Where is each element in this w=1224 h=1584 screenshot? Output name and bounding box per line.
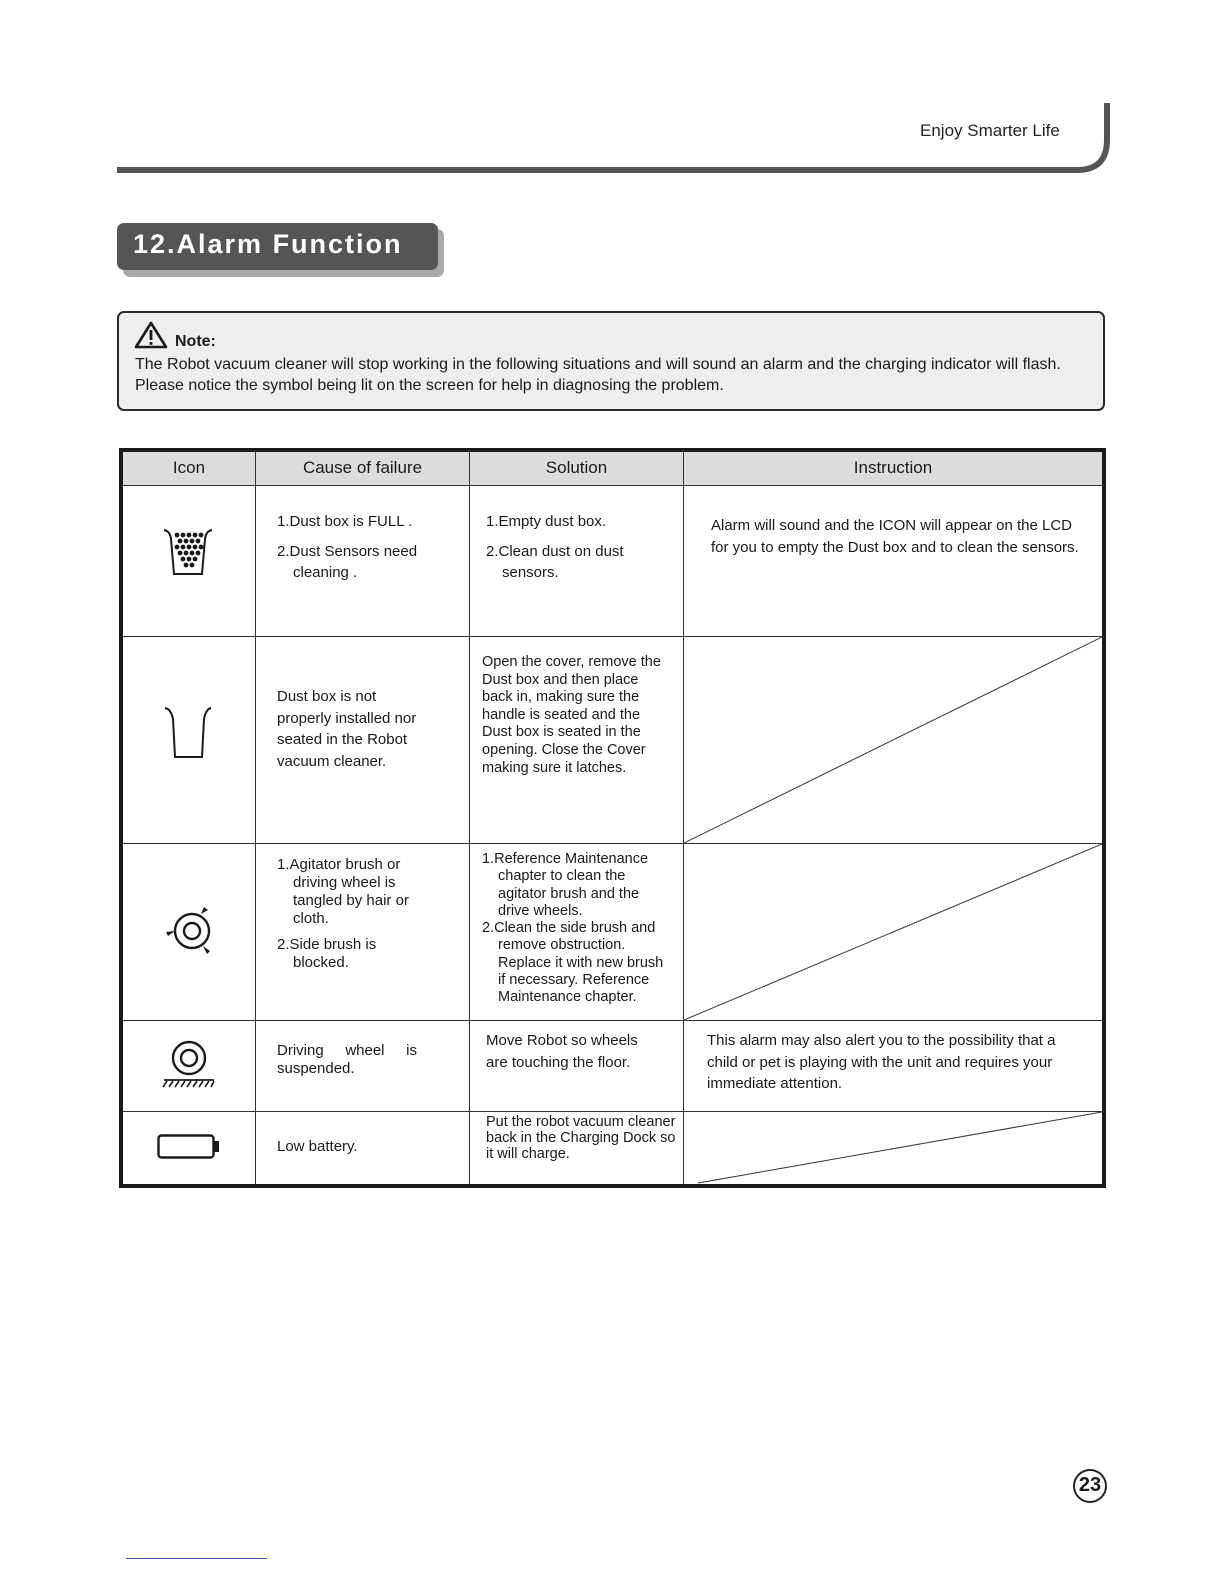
brush-blocked-icon [163,905,215,957]
solution-line: if necessary. Reference [498,972,650,989]
row1-cause [277,511,457,583]
cause-line: blocked. [293,954,349,971]
header-solution: Solution [470,452,683,485]
cause-line: 2.Dust Sensors need [277,543,418,560]
solution-line: agitator brush and the [498,885,640,902]
row4-solution: Move Robot so wheels are touching the floor. [486,1032,638,1071]
row2-solution: Open the cover, remove the Dust box and then place back in, making sure the handle is seated and the Dust box is seated in the opening. Close the Cover making sure it latches. [482,654,661,776]
column-divider [469,452,470,1184]
row5-solution: Put the robot vacuum cleaner back in the Charging Dock so it will charge. [486,1114,676,1162]
warning-icon [134,321,168,349]
solution-line: 2.Clean the side brush and [482,920,656,937]
solution-line: Replace it with new brush [498,954,664,971]
cause-line: 1.Agitator brush or [277,856,401,873]
row4-cause: Driving wheel is suspended. [277,1042,417,1077]
cause-line: cloth. [293,910,329,927]
note-label: Note: [175,333,216,350]
cause-line: 2.Side brush is [277,936,377,953]
row1-instruction: Alarm will sound and the ICON will appear on the LCD for you to empty the Dust box and to clean the sensors. [711,517,1079,556]
dust-box-full-icon [162,527,214,577]
solution-line: chapter to clean the [498,868,626,885]
row-divider [123,1020,1102,1021]
empty-instruction-slash [684,844,1102,1020]
wheel-suspended-icon [160,1040,216,1090]
section-title: 12.Alarm Function [117,223,438,270]
header-cause: Cause of failure [256,452,469,485]
header-tagline: Enjoy Smarter Life [920,121,1060,140]
row3-cause [277,856,457,972]
note-text: The Robot vacuum cleaner will stop working in the following situations and will sound an alarm and the charging indicator will flash. Please notice the symbol being lit on the screen for help in diagnosing the problem. [135,356,1061,394]
note-box [117,311,1105,411]
column-divider [255,452,256,1184]
cause-line: tangled by hair or [293,892,409,909]
row2-cause: Dust box is not properly installed nor seated in the Robot vacuum cleaner. [277,688,417,770]
row4-instruction: This alarm may also alert you to the possibility that a child or pet is playing with the unit and requires your immediate attention. [707,1032,1056,1092]
solution-line: 1.Reference Maintenance [482,851,649,867]
empty-instruction-slash [684,637,1102,843]
header-icon: Icon [123,452,255,485]
solution-line: sensors. [502,564,559,581]
footer-line [126,1558,267,1559]
low-battery-icon [157,1134,221,1160]
row5-cause: Low battery. [277,1138,358,1155]
cause-line: driving wheel is [293,874,396,891]
solution-line: Maintenance chapter. [498,989,637,1006]
solution-line: drive wheels. [498,902,583,919]
row3-solution [482,851,680,1007]
solution-line: 1.Empty dust box. [486,513,607,530]
cause-line: cleaning . [293,564,358,581]
row-divider [123,485,1102,486]
page-number: 23 [1073,1469,1107,1503]
row1-solution [486,511,671,583]
solution-line: remove obstruction. [498,937,626,954]
dust-box-missing-icon [163,705,213,760]
solution-line: 2.Clean dust on dust [486,543,624,560]
cause-line: 1.Dust box is FULL . [277,513,413,530]
empty-instruction-slash [684,1112,1102,1184]
header-instruction: Instruction [684,452,1102,485]
